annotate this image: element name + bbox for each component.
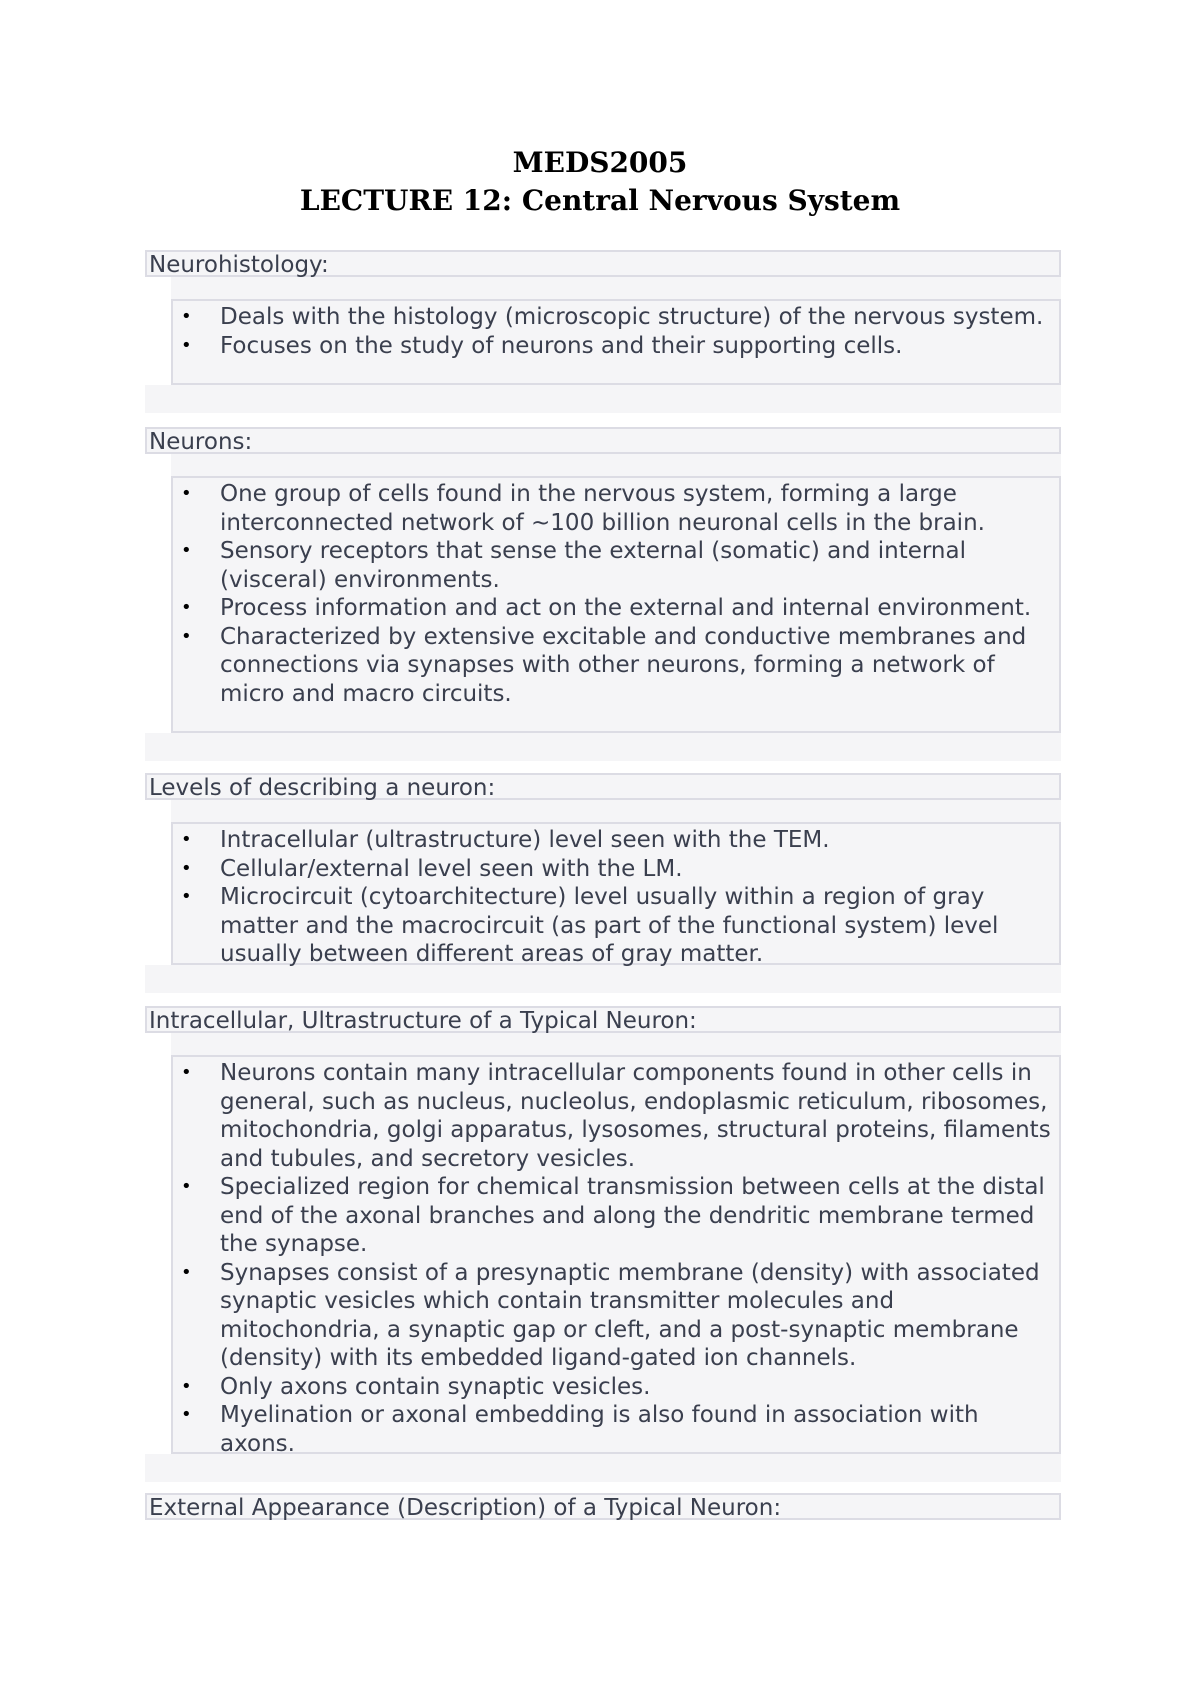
document-title: [0, 144, 1200, 220]
bullet-icon: •: [181, 857, 192, 879]
section-intracellular: [145, 1006, 1061, 1482]
bullet-list: [171, 822, 1061, 965]
bullet-icon: •: [181, 829, 192, 850]
list-item: • Cellular/external level seen with the LM.: [181, 855, 683, 882]
bullet-icon: •: [181, 1261, 192, 1283]
section-heading: External Appearance (Description) of a Typical Neuron:: [145, 1493, 1061, 1520]
bullet-icon: •: [181, 886, 192, 907]
list-item: • Microcircuit (cytoarchitecture) level usually within a region of gray matter and the macrocircuit (as part of the functional system) level usually between different areas of gray matter.: [181, 884, 999, 967]
bullet-icon: •: [181, 1404, 192, 1425]
section-heading: Intracellular, Ultrastructure of a Typical Neuron:: [145, 1006, 1061, 1033]
list-item: • Process information and act on the external and internal environment.: [181, 595, 1032, 621]
list-item: • Focuses on the study of neurons and their supporting cells.: [181, 332, 903, 359]
bullet-icon: •: [181, 625, 192, 647]
bullet-icon: •: [181, 1176, 192, 1197]
bullet-icon: •: [181, 334, 192, 356]
bullet-icon: •: [181, 540, 192, 561]
section-neurons: [145, 427, 1061, 761]
bullet-list: [171, 476, 1061, 733]
list-item: • Only axons contain synaptic vesicles.: [181, 1373, 651, 1400]
bullet-icon: •: [181, 483, 192, 504]
list-item: • Myelination or axonal embedding is also found in association with axons.: [181, 1402, 979, 1457]
section-heading: Neurohistology:: [145, 250, 1061, 277]
course-code: MEDS2005: [512, 146, 688, 179]
list-item: • Sensory receptors that sense the external (somatic) and internal (visceral) environments.: [181, 538, 966, 593]
section-neurohistology: [145, 250, 1061, 413]
bullet-icon: •: [181, 306, 192, 327]
list-item: • Characterized by extensive excitable and conductive membranes and connections via synapses with other neurons, forming a network of micro and macro circuits.: [181, 623, 1027, 707]
bullet-icon: •: [181, 1375, 192, 1397]
list-item: • Deals with the histology (microscopic structure) of the nervous system.: [181, 304, 1044, 330]
list-item: • Neurons contain many intracellular components found in other cells in general, such as nucleus, nucleolus, endoplasmic reticulum, ribosomes, mitochondria, golgi apparatus, lysosomes, structural proteins, filaments and tubules, and secretory vesicles.: [181, 1060, 1051, 1172]
bullet-icon: •: [181, 1062, 192, 1083]
bullet-icon: •: [181, 597, 192, 618]
list-item: • One group of cells found in the nervous system, forming a large interconnected network of ~100 billion neuronal cells in the brain.: [181, 481, 985, 536]
section-heading: Levels of describing a neuron:: [145, 773, 1061, 800]
section-external-appearance: [145, 1493, 1061, 1520]
section-heading: Neurons:: [145, 427, 1061, 454]
section-levels: [145, 773, 1061, 993]
bullet-list: [171, 299, 1061, 385]
list-item: • Specialized region for chemical transmission between cells at the distal end of the axonal branches and along the dendritic membrane termed the synapse.: [181, 1174, 1045, 1257]
lecture-title: LECTURE 12: Central Nervous System: [299, 184, 901, 217]
bullet-list: [171, 1055, 1061, 1457]
list-item: • Intracellular (ultrastructure) level seen with the TEM.: [181, 827, 830, 853]
list-item: • Synapses consist of a presynaptic membrane (density) with associated synaptic vesicles which contain transmitter molecules and mitochondria, a synaptic gap or cleft, and a post-synaptic membrane (density) with its embedded ligand-gated ion channels.: [181, 1259, 1040, 1371]
